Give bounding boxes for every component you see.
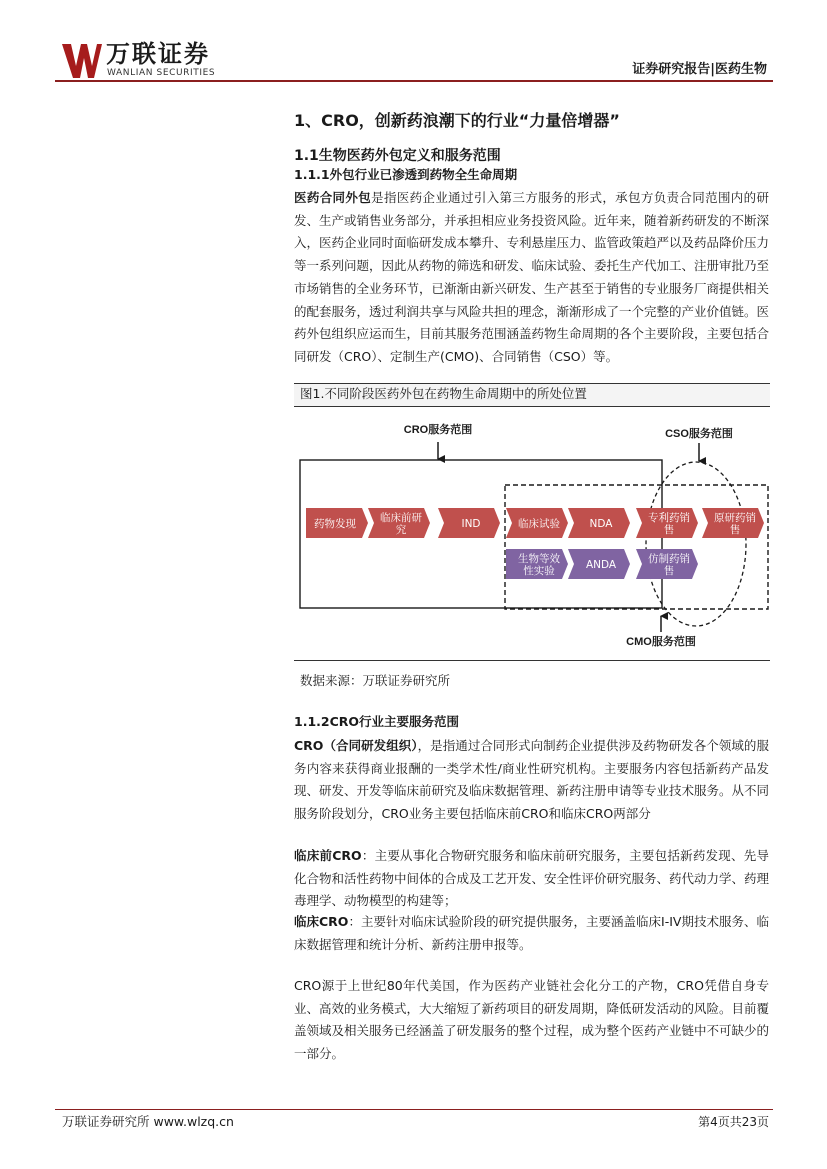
paragraph-lead-term: CRO（合同研发组织） (294, 738, 418, 753)
footer-org: 万联证券研究所 www.wlzq.cn (62, 1114, 234, 1129)
logo-text-en: WANLIAN SECURITIES (107, 68, 216, 78)
stage-label: 临床前研究 (380, 512, 422, 536)
cmo-scope-label: CMO服务范围 (626, 636, 696, 648)
sub-subsection-title: 1.1.1外包行业已渗透到药物全生命周期 (294, 167, 518, 182)
paragraph-preclinical-cro (294, 845, 769, 913)
stage-label: IND (461, 518, 481, 530)
outsourcing-lifecycle-diagram (294, 410, 770, 658)
paragraph-lead-term: 医药合同外包 (294, 190, 372, 205)
paragraph-body: ：主要针对临床试验阶段的研究提供服务，主要涵盖临床I-IV期技术服务、临床数据管理和统计分析、新药注册申报等。 (294, 914, 769, 952)
stage-label: 仿制药销售 (648, 553, 690, 577)
figure-source: 数据来源：万联证券研究所 (300, 673, 451, 688)
figure-bottom-rule (294, 660, 770, 661)
paragraph-body: ，是指通过合同形式向制药企业提供涉及药物研发各个领域的服务内容来获得商业报酬的一类学术性/商业性研究机构。主要服务内容包括新药产品发现、研发、开发等临床前研究及临床数据管理、新药注册申请等专业技术服务。从不同服务阶段划分，CRO业务主要包括临床前CRO和临床CRO两部分 (294, 738, 770, 822)
report-type-header: 证券研究报告|医药生物 (632, 62, 767, 77)
cro-scope-label: CRO服务范围 (403, 424, 473, 436)
stage-label: NDA (589, 518, 613, 530)
paragraph-lead-term: 临床前CRO (294, 848, 362, 863)
header-divider (55, 80, 773, 82)
subsection-cro-scope-title: 1.1.2CRO行业主要服务范围 (294, 714, 460, 729)
stage-label: 临床试验 (518, 518, 560, 530)
stage-label: 原研药销售 (714, 512, 756, 536)
subsection-title: 1.1生物医药外包定义和服务范围 (294, 148, 501, 164)
section-title: 1、CRO，创新药浪潮下的行业“力量倍增器” (294, 111, 620, 130)
cso-scope-label: CSO服务范围 (665, 428, 733, 440)
paragraph-cro-definition (294, 735, 769, 826)
paragraph-clinical-cro (294, 911, 769, 956)
stage-label: 专利药销售 (648, 512, 690, 536)
stage-label: ANDA (585, 559, 617, 571)
paragraph-outsourcing-definition (294, 187, 769, 369)
paragraph-body: 是指医药企业通过引入第三方服务的形式，承包方负责合同范围内的研发、生产或销售业务部分，并承担相应业务投资风险。近年来，随着新药研发的不断深入，医药企业同时面临研发成本攀升、专利悬崖压力、监管政策趋严以及药品降价压力等一系列问题，因此从药物的筛选和研发、临床试验、委托生产代加工、注册审批乃至市场销售的全业务环节，已渐渐由新兴研发、生产甚至于销售的专业服务厂商提供相关的配套服务，透过利润共享与风险共担的理念，渐渐形成了一个完整的产业价值链。医药外包组织应运而生，目前其服务范围涵盖药物生命周期的各个主要阶段，主要包括合同研发（CRO）、定制生产(CMO)、合同销售（CSO）等。 (294, 190, 770, 364)
page-number: 第4页共23页 (698, 1115, 769, 1129)
paragraph-body: ：主要从事化合物研究服务和临床前研究服务，主要包括新药发现、先导化合物和活性药物中间体的合成及工艺开发、安全性评价研究服务、药代动力学、药理毒理学、动物模型的构建等； (294, 848, 770, 909)
paragraph-cro-history: CRO源于上世纪80年代美国，作为医药产业链社会化分工的产物，CRO凭借自身专业、高效的业务模式，大大缩短了新药项目的研发周期，降低研发活动的风险。目前覆盖领域及相关服务已经涵盖了研发服务的整个过程，成为整个医药产业链中不可缺少的一部分。 (294, 978, 770, 1062)
cmo-scope-box (505, 485, 768, 609)
stage-label: 生物等效性实验 (518, 553, 560, 577)
cso-scope-ellipse (646, 462, 746, 626)
paragraph-lead-term: 临床CRO (294, 914, 349, 929)
logo-text-cn: 万联证券 (106, 40, 210, 68)
stage-label: 药物发现 (314, 518, 356, 530)
figure-title: 图1.不同阶段医药外包在药物生命周期中的所处位置 (300, 386, 587, 401)
footer-divider (55, 1109, 773, 1110)
wanlian-logo-icon (62, 44, 102, 78)
